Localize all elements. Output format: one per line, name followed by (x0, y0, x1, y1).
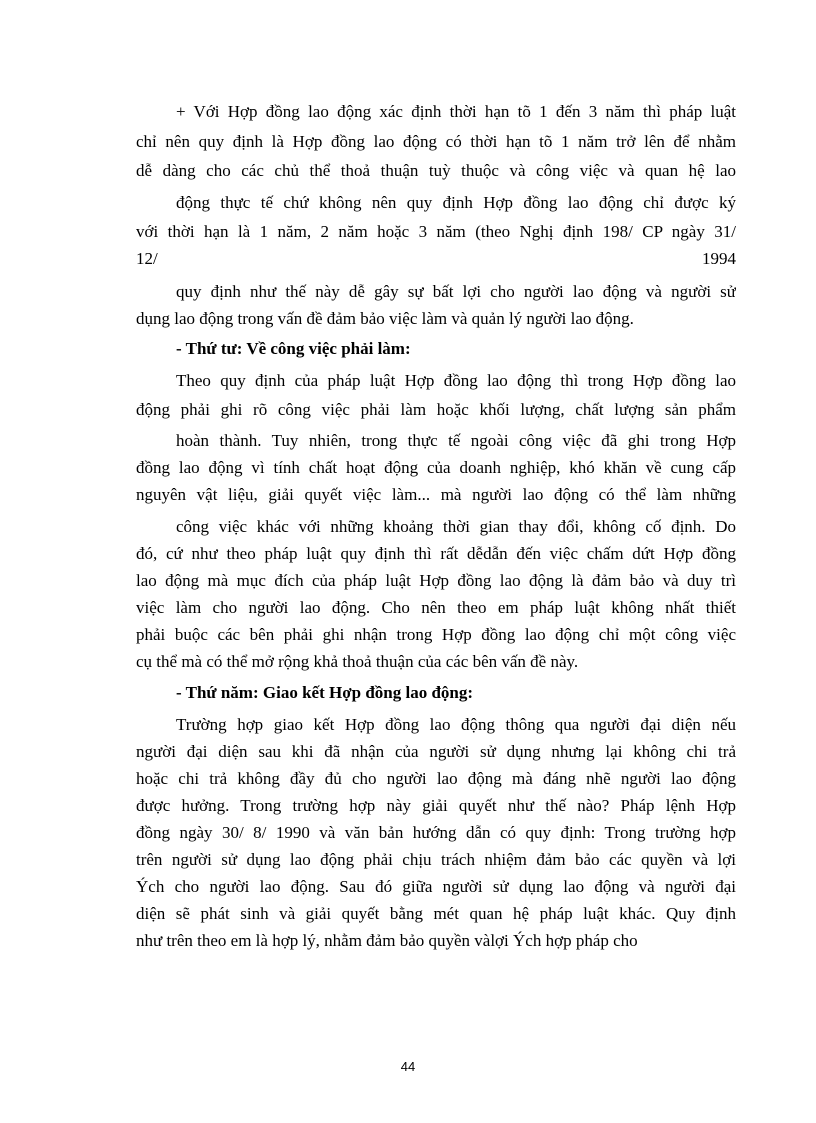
text-line: Theo quy định của pháp luật Hợp đồng lao động thì trong Hợp đồng lao (176, 371, 736, 390)
text-line: 1994 (702, 249, 736, 268)
text-line: dụng lao động trong vấn đề đảm bảo việc làm và quản lý người lao động. (136, 309, 634, 328)
text-line: đồng ngày 30/ 8/ 1990 và văn bản hướng dẫn có quy định: Trong trường hợp (136, 823, 736, 842)
text-line: nguyên vật liệu, giải quyết việc làm... mà người lao động có thể làm những (136, 485, 736, 504)
text-line: động thực tế chứ không nên quy định Hợp đồng lao động chỉ được ký (176, 193, 736, 212)
text-line: đó, cứ như theo pháp luật quy định thì rất dễdẫn đến việc chấm dứt Hợp đồng (136, 544, 736, 563)
page-number: 44 (400, 1059, 416, 1074)
text-line: với thời hạn là 1 năm, 2 năm hoặc 3 năm (theo Nghị định 198/ CP ngày 31/ (136, 222, 736, 241)
text-line: diện sẽ phát sinh và giải quyết bằng mét quan hệ pháp luật khác. Quy định (136, 904, 736, 923)
text-line: đồng lao động vì tính chất hoạt động của doanh nghiệp, khó khăn về cung cấp (136, 458, 736, 477)
text-line: + Với Hợp đồng lao động xác định thời hạn tõ 1 đến 3 năm thì pháp luật (176, 102, 736, 121)
text-line: hoặc chi trả không đầy đủ cho người lao động mà đáng nhẽ người lao động (136, 769, 736, 788)
text-line: dễ dàng cho các chủ thể thoả thuận tuỳ thuộc và công việc và quan hệ lao (136, 161, 736, 180)
text-line: phải buộc các bên phải ghi nhận trong Hợp đồng lao động chỉ một công việc (136, 625, 736, 644)
text-line: quy định như thế này dễ gây sự bất lợi cho người lao động và người sử (176, 282, 736, 301)
text-line: như trên theo em là hợp lý, nhằm đảm bảo quyền vàlợi Ých hợp pháp cho (136, 931, 638, 950)
text-line: cụ thể mà có thể mở rộng khả thoả thuận của các bên vấn đề này. (136, 652, 579, 671)
text-line: trên người sử dụng lao động phải chịu trách nhiệm đảm bảo các quyền và lợi (136, 850, 736, 869)
text-line: chỉ nên quy định là Hợp đồng lao động có thời hạn tõ 1 năm trở lên để nhằm (136, 132, 736, 151)
text-line: hoàn thành. Tuy nhiên, trong thực tế ngoài công việc đã ghi trong Hợp (176, 431, 736, 450)
text-line: 12/ (136, 249, 158, 268)
text-line: được hưởng. Trong trường hợp này giải quyết như thế nào? Pháp lệnh Hợp (136, 796, 736, 815)
text-line: người đại diện sau khi đã nhận của người sử dụng nhưng lại không chi trả (136, 742, 736, 761)
text-line: Ých cho người lao động. Sau đó giữa người sử dụng lao động và người đại (136, 877, 736, 896)
section-heading: - Thứ năm: Giao kết Hợp đồng lao động: (176, 683, 474, 702)
text-line: việc làm cho người lao động. Cho nên theo em pháp luật không nhất thiết (136, 598, 736, 617)
text-line: động phải ghi rõ công việc phải làm hoặc khối lượng, chất lượng sản phẩm (136, 400, 736, 419)
text-line: Trường hợp giao kết Hợp đồng lao động thông qua người đại diện nếu (176, 715, 736, 734)
text-line: công việc khác với những khoảng thời gian thay đổi, không cố định. Do (176, 517, 736, 536)
text-line: lao động mà mục đích của pháp luật Hợp đồng lao động là đảm bảo và duy trì (136, 571, 736, 590)
section-heading: - Thứ tư: Về công việc phải làm: (176, 339, 411, 358)
